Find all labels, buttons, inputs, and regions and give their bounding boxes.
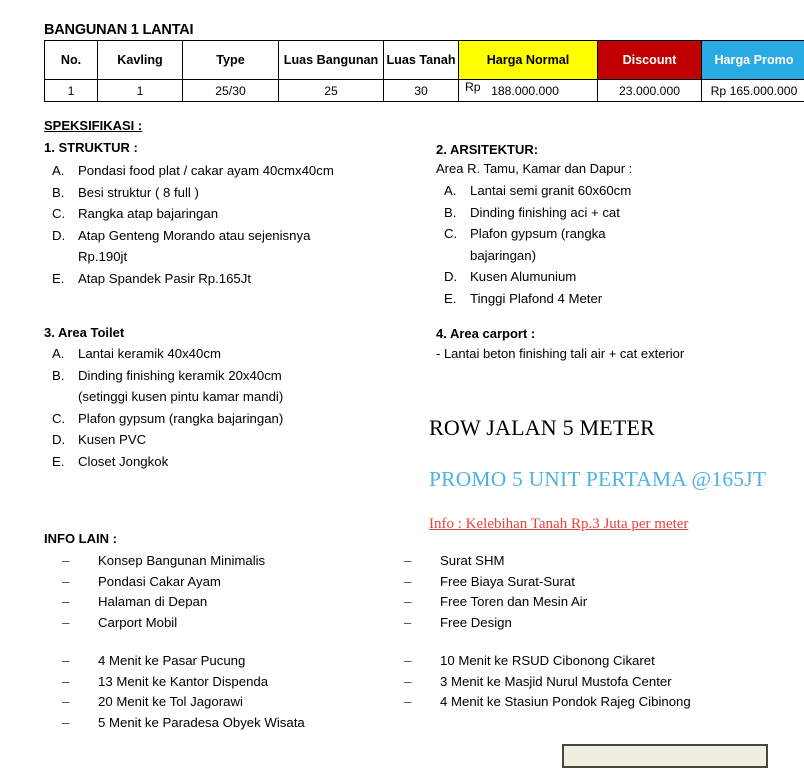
spesifikasi-heading: SPEKSIFIKASI : xyxy=(44,118,142,133)
item-text-line2: Rp.190jt xyxy=(78,246,424,268)
list-item xyxy=(386,672,776,693)
table-row xyxy=(45,80,804,102)
harga-normal-value: 188.000.000 xyxy=(491,84,559,98)
info-lain-left-distances xyxy=(44,651,384,733)
item-text: 5 Menit ke Paradesa Obyek Wisata xyxy=(98,715,305,730)
toilet-heading: 3. Area Toilet xyxy=(44,325,124,340)
col-header-discount: Discount xyxy=(598,41,702,80)
item-letter: A. xyxy=(52,160,64,182)
promo-text: PROMO 5 UNIT PERTAMA @165JT xyxy=(429,467,766,492)
list-item xyxy=(44,451,424,473)
list-item xyxy=(44,225,424,268)
item-text: Pondasi Cakar Ayam xyxy=(98,574,221,589)
col-header-harga-normal: Harga Normal xyxy=(459,41,598,80)
dash-bullet-icon: – xyxy=(62,613,69,634)
dash-bullet-icon: – xyxy=(62,692,69,713)
item-text: Tinggi Plafond 4 Meter xyxy=(470,288,776,310)
item-text: Plafon gypsum (rangka xyxy=(470,223,776,245)
item-letter: A. xyxy=(52,343,64,365)
item-text: Pondasi food plat / cakar ayam 40cmx40cm xyxy=(78,160,424,182)
col-header-luas-bangunan: Luas Bangunan xyxy=(279,41,384,80)
dash-bullet-icon: – xyxy=(62,651,69,672)
list-item xyxy=(386,572,776,593)
dash-bullet-icon: – xyxy=(404,651,411,672)
item-letter: A. xyxy=(444,180,456,202)
arsitektur-subheading: Area R. Tamu, Kamar dan Dapur : xyxy=(436,161,632,176)
info-lain-heading: INFO LAIN : xyxy=(44,531,117,546)
col-header-kavling: Kavling xyxy=(98,41,183,80)
item-text: Dinding finishing keramik 20x40cm xyxy=(78,365,424,387)
cell-kavling: 1 xyxy=(98,80,183,102)
cell-harga-normal xyxy=(459,80,598,102)
list-item xyxy=(386,651,776,672)
list-item xyxy=(44,592,384,613)
list-item xyxy=(44,429,424,451)
list-item xyxy=(386,692,776,713)
cell-type: 25/30 xyxy=(183,80,279,102)
item-letter: C. xyxy=(52,203,65,225)
item-letter: D. xyxy=(444,266,457,288)
list-item xyxy=(44,408,424,430)
item-text: Dinding finishing aci + cat xyxy=(470,202,776,224)
item-letter: C. xyxy=(52,408,65,430)
col-header-type: Type xyxy=(183,41,279,80)
list-item xyxy=(44,692,384,713)
item-text-line2: (setinggi kusen pintu kamar mandi) xyxy=(78,386,424,408)
list-item xyxy=(386,592,776,613)
item-text-line2: bajaringan) xyxy=(470,245,776,267)
item-text: Free Biaya Surat-Surat xyxy=(440,574,575,589)
list-item xyxy=(386,613,776,634)
list-item xyxy=(44,651,384,672)
list-item xyxy=(44,713,384,734)
item-text: Carport Mobil xyxy=(98,615,177,630)
dash-bullet-icon: – xyxy=(62,551,69,572)
item-text: Atap Spandek Pasir Rp.165Jt xyxy=(78,268,424,290)
dash-bullet-icon: – xyxy=(62,672,69,693)
carport-heading: 4. Area carport : xyxy=(436,326,535,341)
item-text: 4 Menit ke Pasar Pucung xyxy=(98,653,245,668)
cell-no: 1 xyxy=(45,80,98,102)
item-text: Lantai keramik 40x40cm xyxy=(78,343,424,365)
item-text: Kusen Alumunium xyxy=(470,266,776,288)
list-item xyxy=(436,202,776,224)
list-item xyxy=(44,551,384,572)
dash-bullet-icon: – xyxy=(62,592,69,613)
item-text: Plafon gypsum (rangka bajaringan) xyxy=(78,408,424,430)
item-text: Free Design xyxy=(440,615,512,630)
item-letter: B. xyxy=(52,182,64,204)
list-item xyxy=(44,160,424,182)
info-lain-right-distances xyxy=(386,651,776,713)
list-item xyxy=(44,613,384,634)
list-item xyxy=(436,180,776,202)
list-item xyxy=(44,572,384,593)
struktur-heading: 1. STRUKTUR : xyxy=(44,140,138,155)
item-text: 10 Menit ke RSUD Cibonong Cikaret xyxy=(440,653,655,668)
item-text: Besi struktur ( 8 full ) xyxy=(78,182,424,204)
item-letter: D. xyxy=(52,429,65,451)
price-table xyxy=(44,40,804,102)
item-text: 4 Menit ke Stasiun Pondok Rajeg Cibinong xyxy=(440,694,691,709)
list-item xyxy=(44,182,424,204)
dash-bullet-icon: – xyxy=(404,672,411,693)
list-item xyxy=(44,672,384,693)
item-letter: E. xyxy=(444,288,456,310)
dash-bullet-icon: – xyxy=(404,572,411,593)
list-item xyxy=(44,268,424,290)
item-text: 13 Menit ke Kantor Dispenda xyxy=(98,674,268,689)
struktur-list xyxy=(44,160,424,290)
cell-luas-tanah: 30 xyxy=(384,80,459,102)
info-lain-left-features xyxy=(44,551,384,633)
item-letter: B. xyxy=(52,365,64,387)
list-item xyxy=(436,223,776,266)
item-text: Free Toren dan Mesin Air xyxy=(440,594,587,609)
cell-discount: 23.000.000 xyxy=(598,80,702,102)
page-title: BANGUNAN 1 LANTAI xyxy=(44,22,193,38)
item-letter: B. xyxy=(444,202,456,224)
dash-bullet-icon: – xyxy=(62,713,69,734)
item-text: Atap Genteng Morando atau sejenisnya xyxy=(78,225,424,247)
arsitektur-heading: 2. ARSITEKTUR: xyxy=(436,142,538,157)
list-item xyxy=(436,266,776,288)
item-text: Lantai semi granit 60x60cm xyxy=(470,180,776,202)
item-text: Kusen PVC xyxy=(78,429,424,451)
info-lain-right-features xyxy=(386,551,776,633)
col-header-luas-tanah: Luas Tanah xyxy=(384,41,459,80)
arsitektur-list xyxy=(436,180,776,310)
dash-bullet-icon: – xyxy=(404,592,411,613)
list-item xyxy=(436,288,776,310)
toilet-list xyxy=(44,343,424,473)
dash-bullet-icon: – xyxy=(404,613,411,634)
dash-bullet-icon: – xyxy=(62,572,69,593)
cell-luas-bangunan: 25 xyxy=(279,80,384,102)
list-item xyxy=(44,365,424,408)
item-text: Halaman di Depan xyxy=(98,594,207,609)
item-text: Rangka atap bajaringan xyxy=(78,203,424,225)
carport-line: - Lantai beton finishing tali air + cat exterior xyxy=(436,346,684,361)
col-header-no: No. xyxy=(45,41,98,80)
list-item xyxy=(44,203,424,225)
item-text: Konsep Bangunan Minimalis xyxy=(98,553,265,568)
item-letter: C. xyxy=(444,223,457,245)
item-letter: E. xyxy=(52,268,64,290)
item-letter: E. xyxy=(52,451,64,473)
item-text: 3 Menit ke Masjid Nurul Mustofa Center xyxy=(440,674,672,689)
item-text: Surat SHM xyxy=(440,553,505,568)
item-letter: D. xyxy=(52,225,65,247)
col-header-harga-promo: Harga Promo xyxy=(702,41,804,80)
bottom-cutoff-panel xyxy=(562,744,768,768)
dash-bullet-icon: – xyxy=(404,551,411,572)
currency-symbol: Rp xyxy=(465,80,481,94)
info-tanah-text: Info : Kelebihan Tanah Rp.3 Juta per meter xyxy=(429,516,688,533)
row-jalan-text: ROW JALAN 5 METER xyxy=(429,415,655,441)
table-header-row xyxy=(45,41,804,80)
list-item xyxy=(386,551,776,572)
cell-harga-promo: Rp 165.000.000 xyxy=(702,80,804,102)
dash-bullet-icon: – xyxy=(404,692,411,713)
item-text: Closet Jongkok xyxy=(78,451,424,473)
item-text: 20 Menit ke Tol Jagorawi xyxy=(98,694,243,709)
list-item xyxy=(44,343,424,365)
